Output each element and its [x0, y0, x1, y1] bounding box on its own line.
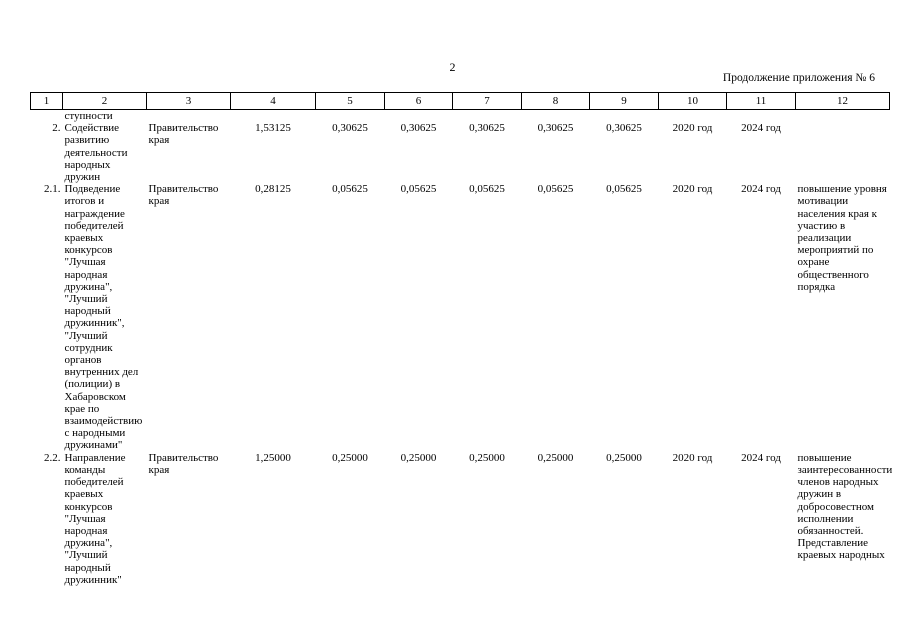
end-year: 2024 год [741, 122, 781, 135]
value-col8: 0,05625 [537, 183, 574, 196]
row-number: 2. [52, 122, 61, 135]
start-year: 2020 год [672, 122, 713, 135]
value-col7: 0,30625 [469, 122, 505, 135]
value-col6: 0,25000 [400, 451, 437, 464]
table-row [31, 122, 890, 183]
column-header: 12 [796, 93, 890, 110]
table-row [31, 183, 890, 451]
end-year: 2024 год [741, 451, 781, 464]
expected-result: повышение уровня мотивации населения края к участию в реализации мероприятий по охране общественного порядка [797, 183, 887, 293]
value-col4: 1,53125 [255, 122, 291, 135]
continuation-text: ступности [64, 110, 113, 122]
executor: Правительство края [148, 183, 219, 208]
value-col8: 0,25000 [537, 451, 574, 464]
column-header: 7 [453, 93, 522, 110]
program-table [30, 92, 893, 586]
column-header: 3 [147, 93, 231, 110]
value-col5: 0,25000 [332, 451, 368, 464]
column-header: 10 [659, 93, 727, 110]
column-header: 5 [316, 93, 385, 110]
value-col6: 0,05625 [400, 183, 437, 196]
value-col7: 0,05625 [469, 183, 505, 196]
table-row [31, 452, 890, 586]
value-col7: 0,25000 [469, 451, 505, 464]
column-header: 6 [385, 93, 453, 110]
column-header: 11 [727, 93, 796, 110]
executor: Правительство края [148, 122, 219, 147]
activity-name: Подведение итогов и награждение победителей краевых конкурсов "Лучшая народная дружина", "Лучший народный дружинник", "Лучший сотрудник органов внутренних дел (полиции) в Хабаровском крае по взаимодействию с народными дружинами" [64, 183, 143, 452]
column-header: 2 [63, 93, 147, 110]
activity-name: Содействие развитию деятельности народных дружин [64, 122, 128, 184]
column-header: 1 [31, 93, 63, 110]
page-number: 2 [449, 60, 456, 74]
appendix-note: Продолжение приложения № 6 [722, 72, 875, 84]
value-col9: 0,30625 [606, 122, 642, 135]
row-number: 2.2. [44, 451, 61, 464]
start-year: 2020 год [672, 451, 713, 464]
value-col9: 0,05625 [606, 183, 642, 196]
row-number: 2.1. [44, 183, 61, 196]
value-col4: 0,28125 [255, 183, 291, 196]
end-year: 2024 год [741, 183, 781, 196]
value-col8: 0,30625 [537, 122, 574, 135]
expected-result [796, 122, 890, 183]
value-col4: 1,25000 [255, 451, 291, 464]
continuation-row [31, 110, 890, 123]
expected-result: повышение заинтересованности членов народных дружин в добросовестном исполнении обязанностей. Представление краевых народных [797, 451, 893, 562]
value-col9: 0,25000 [606, 451, 642, 464]
value-col5: 0,05625 [332, 183, 368, 196]
table-header-row [31, 93, 890, 110]
column-header: 9 [590, 93, 659, 110]
column-header: 4 [231, 93, 316, 110]
value-col6: 0,30625 [400, 122, 437, 135]
activity-name: Направление команды победителей краевых конкурсов "Лучшая народная дружина", "Лучший народный дружинник" [64, 451, 126, 586]
start-year: 2020 год [672, 183, 713, 196]
column-header: 8 [522, 93, 590, 110]
executor: Правительство края [148, 451, 219, 476]
value-col5: 0,30625 [332, 122, 368, 135]
